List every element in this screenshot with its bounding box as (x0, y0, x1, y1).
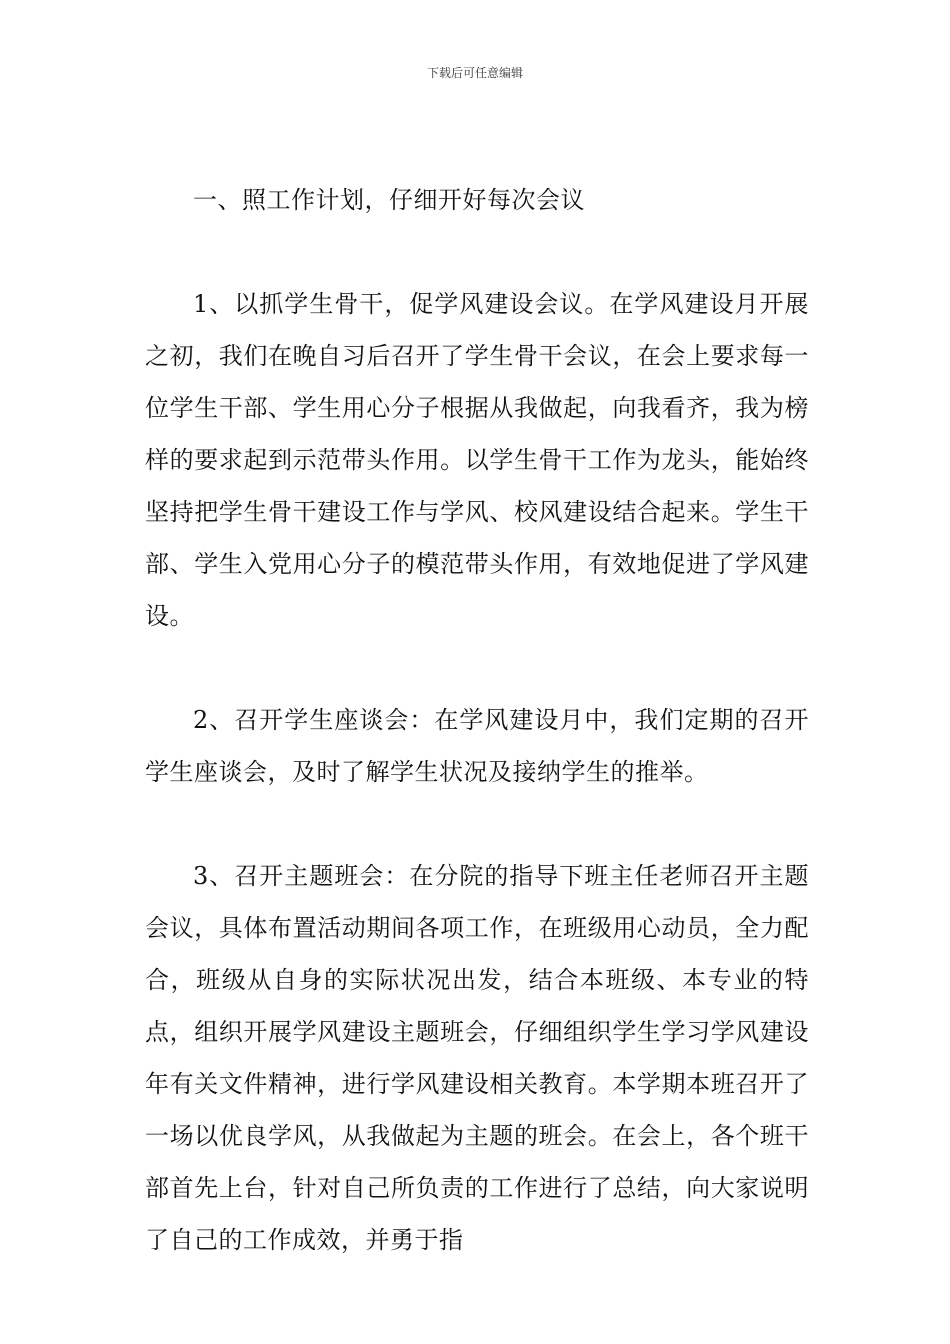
document-body (145, 174, 809, 1318)
paragraph-2: 2、召开学生座谈会：在学风建设月中，我们定期的召开学生座谈会，及时了解学生状况及接纳学生的推举。 (145, 706, 809, 786)
page-header-note: 下载后可任意编辑 (426, 66, 523, 80)
paragraph-1: 1、以抓学生骨干，促学风建设会议。在学风建设月开展之初，我们在晚自习后召开了学生骨干会议，在会上要求每一位学生干部、学生用心分子根据从我做起，向我看齐，我为榜样的要求起到示范带头作用。以学生骨干工作为龙头，能始终坚持把学生骨干建设工作与学风、校风建设结合起来。学生干部、学生入党用心分子的模范带头作用，有效地促进了学风建设。 (145, 290, 809, 630)
section-heading: 一、照工作计划，仔细开好每次会议 (193, 186, 585, 214)
paragraph-3: 3、召开主题班会：在分院的指导下班主任老师召开主题会议，具体布置活动期间各项工作，在班级用心动员，全力配合，班级从自身的实际状况出发，结合本班级、本专业的特点，组织开展学风建设主题班会，仔细组织学生学习学风建设年有关文件精神，进行学风建设相关教育。本学期本班召开了一场以优良学风，从我做起为主题的班会。在会上，各个班干部首先上台，针对自己所负责的工作进行了总结，向大家说明了自己的工作成效，并勇于指 (145, 862, 809, 1254)
